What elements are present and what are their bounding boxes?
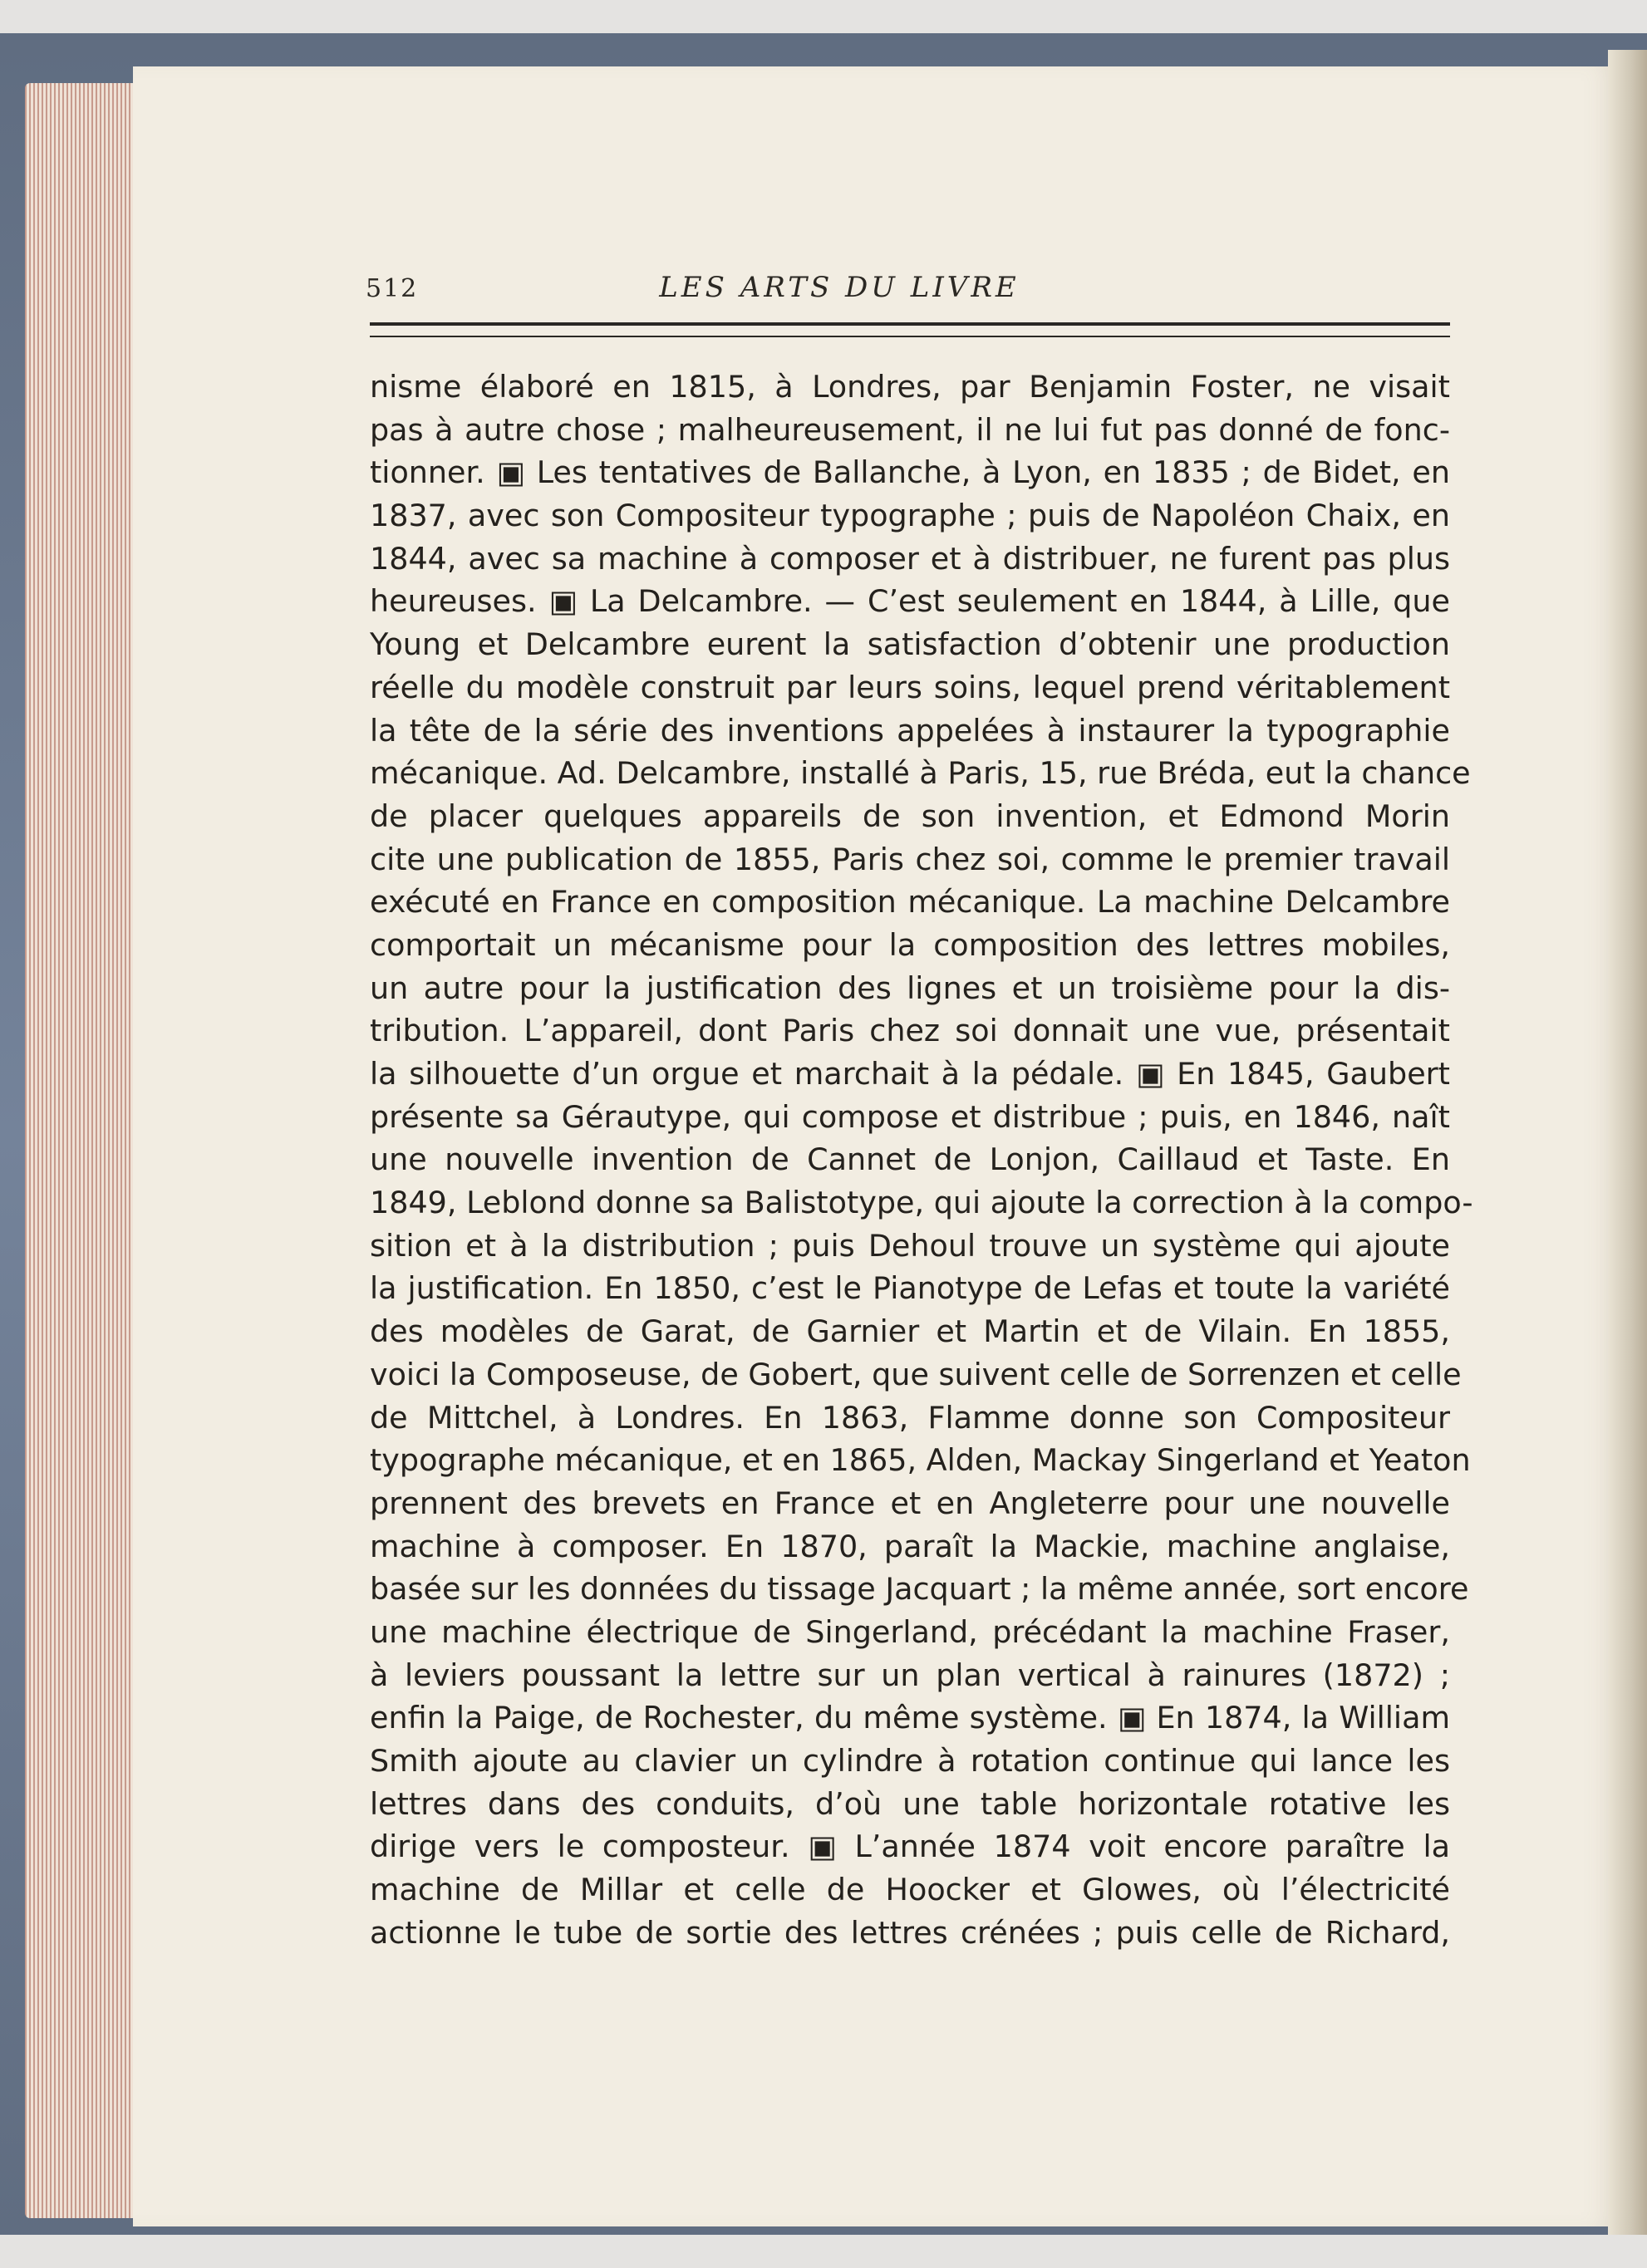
text-line: enfin la Paige, de Rochester, du même système. ▣ En 1874, la William [370, 1700, 1450, 1736]
text-line: prennent des brevets en France et en Angleterre pour une nouvelle [370, 1485, 1450, 1521]
text-line: actionne le tube de sortie des lettres crénées ; puis celle de Richard, [370, 1914, 1450, 1951]
text-line: nisme élaboré en 1815, à Londres, par Benjamin Foster, ne visait [370, 369, 1450, 405]
text-line: sition et à la distribution ; puis Dehoul trouve un système qui ajoute [370, 1227, 1450, 1264]
text-line: la justification. En 1850, c’est le Pianotype de Lefas et toute la variété [370, 1270, 1450, 1307]
text-line: tribution. L’appareil, dont Paris chez soi donnait une vue, présentait [370, 1013, 1450, 1049]
text-line: de placer quelques appareils de son invention, et Edmond Morin [370, 798, 1450, 834]
page-number: 512 [366, 274, 419, 303]
text-line: exécuté en France en composition mécanique. La machine Delcambre [370, 884, 1450, 920]
text-line: 1844, avec sa machine à composer et à distribuer, ne furent pas plus [370, 540, 1450, 577]
text-line: comportait un mécanisme pour la composition des lettres mobiles, [370, 926, 1450, 963]
text-line: la silhouette d’un orgue et marchait à la pédale. ▣ En 1845, Gaubert [370, 1056, 1450, 1092]
text-line: à leviers poussant la lettre sur un plan vertical à rainures (1872) ; [370, 1657, 1450, 1693]
text-line: machine à composer. En 1870, paraît la Mackie, machine anglaise, [370, 1528, 1450, 1564]
text-line: des modèles de Garat, de Garnier et Martin et de Vilain. En 1855, [370, 1313, 1450, 1350]
text-line: un autre pour la justification des lignes et un troisième pour la dis- [370, 970, 1450, 1006]
text-line: une machine électrique de Singerland, précédant la machine Fraser, [370, 1613, 1450, 1650]
text-line: la tête de la série des inventions appelées à instaurer la typographie [370, 712, 1450, 749]
text-line: machine de Millar et celle de Hoocker et Glowes, où l’électricité [370, 1872, 1450, 1908]
text-line: Young et Delcambre eurent la satisfaction d’obtenir une production [370, 626, 1450, 663]
text-line: réelle du modèle construit par leurs soins, lequel prend véritablement [370, 669, 1450, 705]
text-line: de Mittchel, à Londres. En 1863, Flamme donne son Compositeur [370, 1399, 1450, 1436]
running-title: LES ARTS DU LIVRE [659, 271, 1020, 304]
text-line: 1837, avec son Compositeur typographe ; puis de Napoléon Chaix, en [370, 498, 1450, 534]
header-double-rule [370, 322, 1450, 337]
text-line: mécanique. Ad. Delcambre, installé à Paris, 15, rue Bréda, eut la chance [370, 755, 1471, 792]
text-line: pas à autre chose ; malheureusement, il ne lui fut pas donné de fonc- [370, 411, 1450, 448]
body-text [370, 366, 1473, 1954]
running-head [366, 271, 1446, 316]
text-line: dirige vers le composteur. ▣ L’année 1874 voit encore paraître la [370, 1829, 1450, 1865]
scan-background-bottom [0, 2235, 1647, 2268]
scan-background-top [0, 0, 1647, 33]
text-line: une nouvelle invention de Cannet de Lonjon, Caillaud et Taste. En [370, 1141, 1450, 1178]
text-line: voici la Composeuse, de Gobert, que suivent celle de Sorrenzen et celle [370, 1356, 1462, 1392]
text-line: lettres dans des conduits, d’où une table horizontale rotative les [370, 1785, 1450, 1822]
text-line: présente sa Gérautype, qui compose et distribue ; puis, en 1846, naît [370, 1098, 1450, 1135]
text-line: heureuses. ▣ La Delcambre. — C’est seulement en 1844, à Lille, que [370, 583, 1450, 620]
text-line: Smith ajoute au clavier un cylindre à rotation continue qui lance les [370, 1743, 1450, 1779]
text-line: cite une publication de 1855, Paris chez soi, comme le premier travail [370, 841, 1450, 877]
text-line: tionner. ▣ Les tentatives de Ballanche, à Lyon, en 1835 ; de Bidet, en [370, 454, 1450, 491]
text-line: basée sur les données du tissage Jacquart ; la même année, sort encore [370, 1571, 1469, 1608]
text-line: typographe mécanique, et en 1865, Alden, Mackay Singerland et Yeaton [370, 1442, 1471, 1479]
page-edges [25, 83, 141, 2218]
text-line: 1849, Leblond donne sa Balistotype, qui ajoute la correction à la compo- [370, 1185, 1473, 1221]
facing-page-gutter [1608, 50, 1647, 2235]
